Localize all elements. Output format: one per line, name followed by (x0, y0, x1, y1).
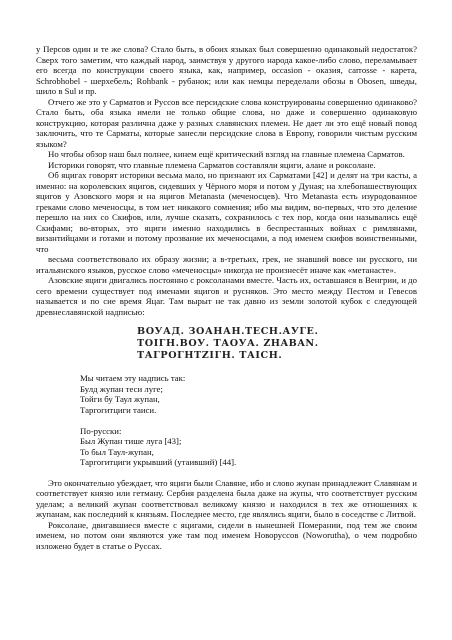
paragraph: Отчего же это у Сарматов и Руссов все персидские слова конструированы совершенно одинаково? Стало быть, оба языка имели не только общие слова, но даже и совершенно одинаковую конструкцию, которая различна даже у разных славянских племен. Не дает ли это ещё новый повод заключить, что те Сарматы, которые занесли персидские слова в Европу, говорили чистым русским языком? (36, 96, 417, 149)
paragraph: весьма соответствовало их образу жизни; а в-третьих, грек, не знавший вовсе ни русского, ни итальянского языков, русское слово «меченосцы» никогда не произнесёт иначе как «метанасте». (36, 254, 417, 275)
translation-line: Таргогитциги укрывший (утаивший) [44]. (80, 457, 237, 467)
reading-line: Таргогитциги таиси. (80, 404, 157, 415)
paragraph: Об яцигах говорят историки весьма мало, но признают их Сарматами [42] и делят на три касты, а именно: на королевских яцигов, сидевших у Чёрного моря и потом у Дуная; на хлебопашествующих яцигов у Азовского моря и на яцигов Metanasta (меченосцев). Что Metanasta есть изуродованное греками слово меченосцы, в том нет никакого сомнения; ибо мы видим, во-первых, что это деление перешло на них со Скифов, или, лучше сказать, сохранилось с тех пор, когда они назывались ещё Скифами; во-вторых, это яциги именно находились в беспрестанных войнах с римлянами, византийцами и готами и потому прозвание их меченосцами, а под именем скифов воинственными, что (36, 170, 417, 254)
reading-line: Булд жупан теси луге; (80, 383, 163, 394)
translation-heading: По-русски: (80, 425, 122, 436)
inscription-reading (36, 373, 417, 468)
reading-intro: Мы читаем эту надпись так: (80, 373, 186, 383)
paragraph: Роксолане, двигавшиеся вместе с яцигами, сидели в нынешней Померании, под тем же своим именем, но потом они являются уже там под именем Новоруссов (Noworutha), о чем подробно изложено будет в статье о Руссах. (36, 519, 417, 551)
paragraph: Азовские яциги двигались постоянно с роксоланами вместе. Часть их, оставшаяся в Венгрии, и до сего времени существует под именами яцигов и русняков. Это место между Пестом и Гевесов называется и по сие время Яцаг. Там вырыт не так давно из земли золотой кубок с следующей древнеславянской надписью: (36, 275, 417, 317)
inscription-line: ВОУАД. ЗОАНАН.ТЕСН.АУГЕ. (137, 326, 319, 337)
paragraph: Историки говорят, что главные племена Сарматов составляли яциги, алане и роксолане. (48, 159, 376, 170)
paragraph: Это окончательно убеждает, что яциги были Славяне, ибо и слово жупан принадлежит Славянам и соответствует князю или гетману. Сербия разделена была даже на жупы, что соответствует русским уделам; а великий жупан соответствовал великому князю и находился в тех же отношениях к жупанам, как последний к князьям. Последнее место, где являлись яциги, было в соседстве с Литвой. (36, 477, 417, 519)
reading-line: Тойги бу Таул жупан, (80, 394, 160, 404)
inscription-line: ТАГРОГНТZІГН. ТАІСН. (137, 350, 283, 361)
paragraph: Но чтобы обзор наш был полнее, кинем ещё критический взгляд на главные племена Сарматов. (48, 149, 405, 159)
old-slavonic-inscription (36, 326, 417, 362)
translation-line: То был Таул-жупан, (80, 446, 154, 457)
document-page (36, 44, 417, 551)
inscription-line: ТОІГН.ВОУ. ТАОУА. ZΗΑΒΑΝ. (137, 338, 319, 349)
paragraph: у Персов один и те же слова? Стало быть, в обоих языках был совершенно одинаковый недостаток? Сверх того заметим, что каждый народ, заимствуя у другого народа какое-либо слово, переламывает его всегда по конструкции своего языка, как, например, occasion - оказия, carrosse - карета, Schrobhobel - шерхебель; Rohbank - рубанок; или как немцы переделали обозы в Obosen, шведы, шило в Sul и пр. (36, 44, 417, 96)
translation-line: Был Жупан тише луга [43]; (80, 436, 182, 446)
